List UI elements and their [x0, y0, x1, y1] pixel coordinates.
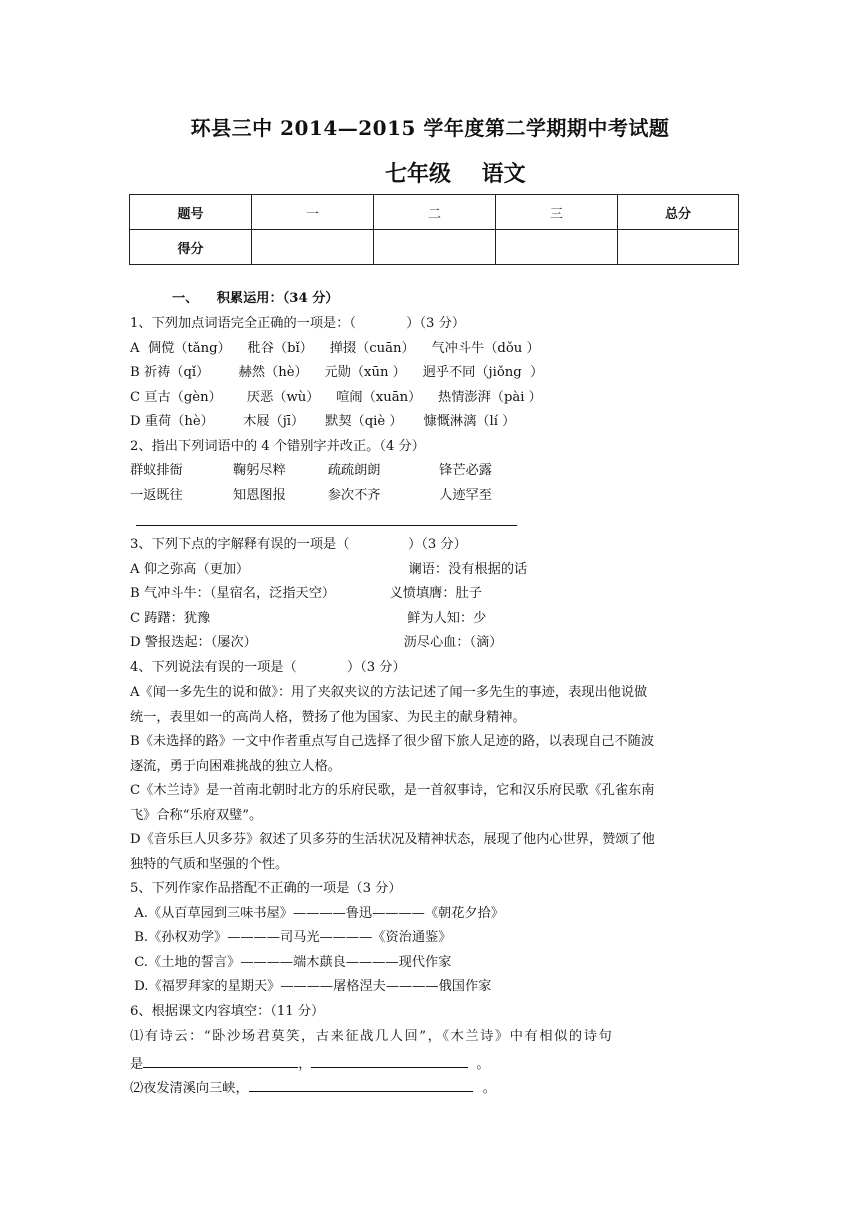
score-table-cell: 题号 — [130, 195, 252, 230]
score-table-header-row — [130, 195, 739, 230]
fill-line: ⑴有诗云：“卧沙场君莫笑，古来征战几人回”，《木兰诗》中有相似的诗句 — [130, 1029, 614, 1044]
option-line: B 气冲斗牛：（星宿名，泛指天空） 义愤填膺：肚子 — [130, 586, 482, 601]
fill-blank-row — [130, 1077, 496, 1098]
score-table-cell: 得分 — [130, 230, 252, 265]
score-table-cell: 三 — [496, 195, 618, 230]
score-table-cell: 总分 — [618, 195, 739, 230]
fill-end: 。 — [482, 1081, 496, 1096]
section-heading: 一、 积累运用：（34 分） — [172, 291, 339, 306]
option-line: 统一，表里如一的高尚人格，赞扬了他为国家、为民主的献身精神。 — [130, 710, 526, 725]
score-input-cell[interactable] — [252, 230, 374, 265]
word-row: 一返既往 知恩图报 参次不齐 人迹罕至 — [130, 488, 492, 503]
score-table-score-row — [130, 230, 739, 265]
exam-subtitle: 七年级 语文 — [385, 161, 526, 187]
option-line: D 警报迭起：（屡次） 沥尽心血：（滴） — [130, 635, 503, 650]
option-line: B 祈祷（qǐ） 赫然（hè） 元勋（xūn ） 迥乎不同（jiǒng ） — [130, 365, 544, 380]
option-line: B《未选择的路》一文中作者重点写自己选择了很少留下旅人足迹的路，以表现自己不随波 — [130, 734, 654, 749]
option-line: D.《福罗拜家的星期天》————屠格涅夫————俄国作家 — [130, 979, 492, 994]
option-line: C 踌躇：犹豫 鲜为人知：少 — [130, 611, 487, 626]
option-line: 飞》合称“乐府双璧”。 — [130, 808, 263, 823]
question-stem: 4、下列说法有误的一项是（ ）（3 分） — [130, 660, 406, 675]
option-line: B.《孙权劝学》————司马光————《资治通鉴》 — [130, 930, 452, 945]
option-line: A 倜傥（tǎng） 秕谷（bǐ） 掸掇（cuān） 气冲斗牛（dǒu ） — [130, 341, 540, 356]
question-stem: 5、下列作家作品搭配不正确的一项是（3 分） — [130, 881, 402, 896]
option-line: C 亘古（gèn） 厌恶（wù） 喧闹（xuān） 热情澎湃（pài ） — [130, 390, 542, 405]
answer-blank[interactable] — [311, 1053, 468, 1068]
score-table-cell: 二 — [374, 195, 496, 230]
question-stem: 3、下列下点的字解释有误的一项是（ ）（3 分） — [130, 537, 467, 552]
answer-blank[interactable] — [143, 1053, 298, 1068]
option-line: A《闻一多先生的说和做》：用了夹叙夹议的方法记述了闻一多先生的事迹，表现出他说做 — [130, 685, 648, 700]
fill-prefix: ⑵夜发清溪向三峡， — [130, 1081, 249, 1096]
option-line: A.《从百草园到三味书屋》————鲁迅————《朝花夕拾》 — [130, 906, 504, 921]
score-input-cell[interactable] — [618, 230, 739, 265]
option-line: 逐流，勇于向困难挑战的独立人格。 — [130, 759, 341, 774]
score-input-cell[interactable] — [374, 230, 496, 265]
option-line: D 重荷（hè） 木屐（jī） 默契（qiè ） 慷慨淋漓（lí ） — [130, 414, 516, 429]
question-stem: 2、指出下列词语中的 4 个错别字并改正。（4 分） — [130, 439, 425, 454]
option-line: A 仰之弥高（更加） 谰语：没有根据的话 — [130, 562, 528, 577]
score-table-cell: 一 — [252, 195, 374, 230]
option-line: 独特的气质和坚强的个性。 — [130, 857, 289, 872]
fill-separator: ， — [298, 1057, 312, 1072]
score-table — [129, 194, 739, 265]
option-line: D《音乐巨人贝多芬》叙述了贝多芬的生活状况及精神状态，展现了他内心世界，赞颂了他 — [130, 832, 655, 847]
option-line: C《木兰诗》是一首南北朝时北方的乐府民歌，是一首叙事诗，它和汉乐府民歌《孔雀东南 — [130, 783, 655, 798]
question-stem: 1、下列加点词语完全正确的一项是：（ ）（3 分） — [130, 316, 466, 331]
answer-blank[interactable] — [249, 1077, 473, 1092]
fill-blank-row — [130, 1053, 490, 1074]
score-input-cell[interactable] — [496, 230, 618, 265]
option-line: C.《土地的誓言》————端木蕻良————现代作家 — [130, 955, 452, 970]
word-row: 群蚁排衙 鞠躬尽粹 疏疏朗朗 锋芒必露 — [130, 463, 492, 478]
answer-line[interactable] — [136, 525, 517, 526]
question-stem: 6、根据课文内容填空：（11 分） — [130, 1004, 325, 1019]
fill-end: 。 — [476, 1057, 490, 1072]
exam-title: 环县三中 2014—2015 学年度第二学期期中考试题 — [190, 116, 670, 140]
fill-prefix: 是 — [130, 1057, 144, 1072]
